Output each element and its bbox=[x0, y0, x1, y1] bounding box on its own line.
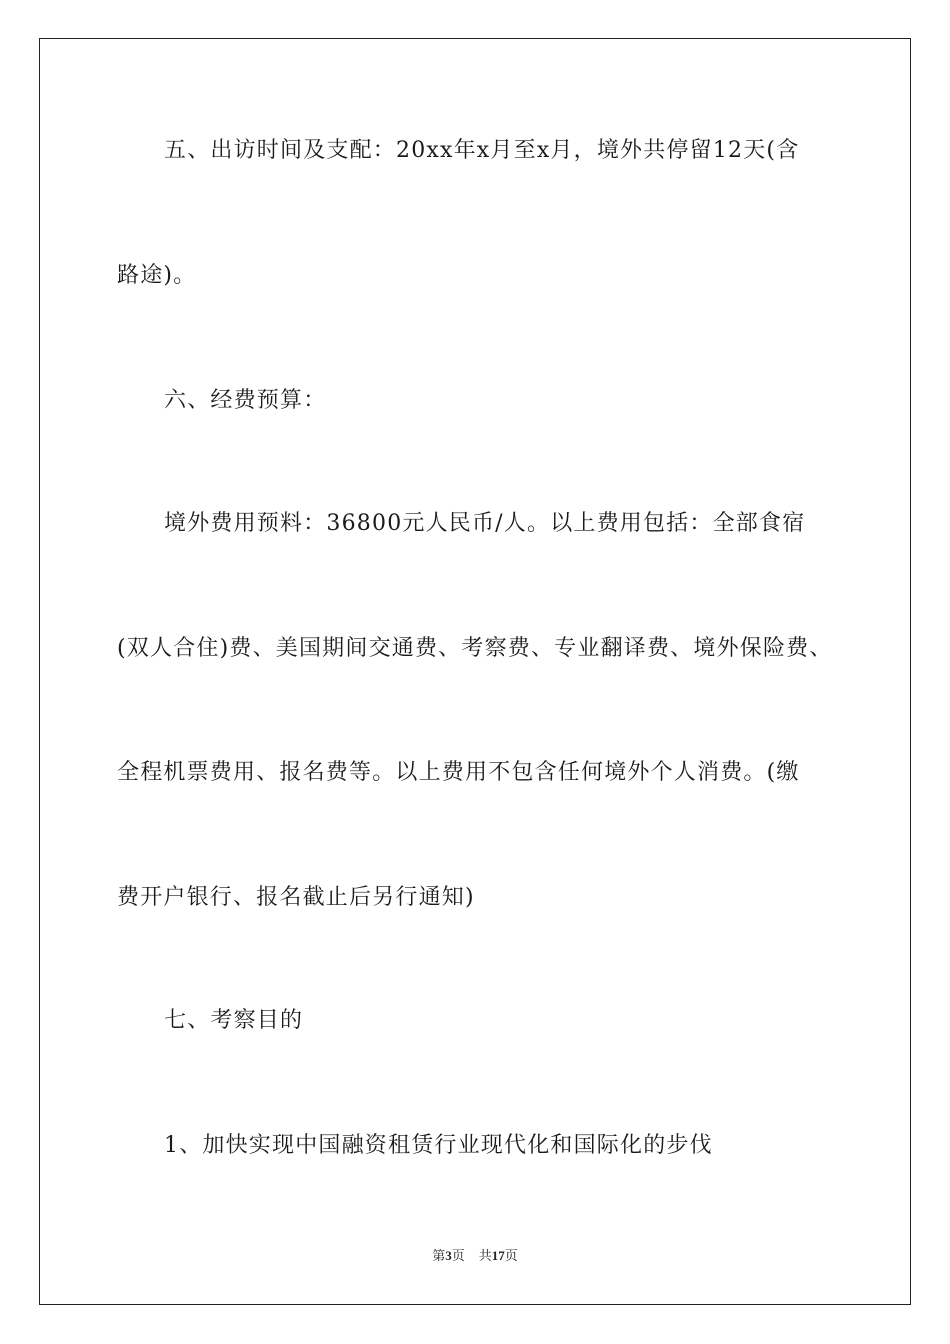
paragraph-line: 境外费用预料：36800元人民币/人。以上费用包括：全部食宿 bbox=[164, 511, 806, 536]
current-page-number: 3 bbox=[445, 1248, 452, 1263]
page-footer bbox=[0, 1247, 950, 1266]
paragraph-line: 五、出访时间及支配：20xx年x月至x月，境外共停留12天(含 bbox=[164, 138, 800, 163]
paragraph-line: 路途)。 bbox=[117, 263, 197, 288]
page-number-indicator: 第3页 bbox=[432, 1248, 465, 1264]
page-border bbox=[39, 38, 911, 1305]
total-pages-number: 17 bbox=[491, 1248, 505, 1263]
paragraph-line: 费开户银行、报名截止后另行通知) bbox=[117, 885, 475, 910]
paragraph-line: (双人合住)费、美国期间交通费、考察费、专业翻译费、境外保险费、 bbox=[117, 636, 833, 661]
paragraph-line: 全程机票费用、报名费等。以上费用不包含任何境外个人消费。(缴 bbox=[117, 760, 800, 785]
paragraph-line: 1、加快实现中国融资租赁行业现代化和国际化的步伐 bbox=[164, 1133, 713, 1158]
section-heading: 七、考察目的 bbox=[164, 1008, 304, 1033]
section-heading: 六、经费预算： bbox=[164, 388, 327, 413]
total-pages-indicator: 共17页 bbox=[478, 1248, 518, 1264]
